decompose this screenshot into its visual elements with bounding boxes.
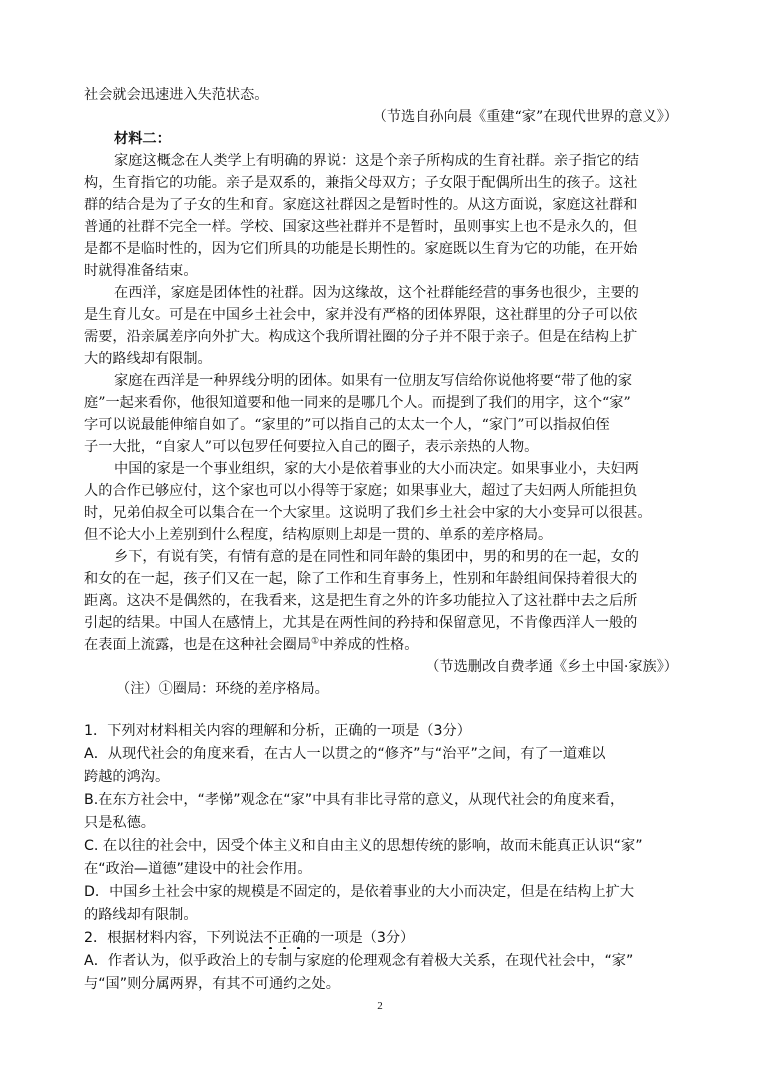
material2-line: 时就得准备结束。 [84,263,198,279]
material2-line: 中国的家是一个事业组织，家的大小是依着事业的大小而决定。如果事业小，夫妇两 [114,461,639,477]
material1-last-line: 社会就会迅速进入失范状态。 [84,87,269,103]
question-1-option-d-cont: 的路线却有限制。 [84,907,198,923]
material2-line: 和女的在一起，孩子们又在一起，除了工作和生育事务上，性别和年龄组间保持着很大的 [84,571,638,587]
material2-line: 是都不是临时性的，因为它们所具的功能是长期性的。家庭既以生育为它的功能，在开始 [84,241,638,257]
material2-line: 子一大批，“自家人”可以包罗任何要拉入自己的圈子，表示亲热的人物。 [84,439,539,455]
material2-line: 普通的社群不完全一样。学校、国家这些社群并不是暂时，虽则事实上也不是永久的，但 [84,219,638,235]
question-1-option-c-cont: 在“政治—道德”建设中的社会作用。 [84,861,312,877]
footnote-mark: ① [311,636,320,647]
material2-line: 距离。这决不是偶然的，在我看来，这是把生育之外的许多功能拉入了这社群中去之后所 [84,593,638,609]
page-number: 2 [377,1000,383,1012]
material2-line: 群的结合是为了子女的生和育。家庭这社群因之是暂时性的。从这方面说，家庭这社群和 [84,197,638,213]
question-1-stem: 1．下列对材料相关内容的理解和分析，正确的一项是（3分） [84,723,471,739]
material2-line: 字可以说最能伸缩自如了。“家里的”可以指自己的太太一个人，“家门”可以指叔伯侄 [84,417,610,433]
material2-line: 但不论大小上差别到什么程度，结构原则上却是一贯的、单系的差序格局。 [84,527,553,543]
emphasis-char: 确 [291,930,306,946]
question-2-stem-pre: 2．根据材料内容，下列说法 [84,930,264,946]
material2-line: 需要，沿亲属差序向外扩大。构成这个我所谓社圈的分子并不限于亲子。但是在结构上扩 [84,329,638,345]
question-1-option-a: A．从现代社会的角度来看，在古人一以贯之的“修齐”与“治平”之间，有了一道难以 [84,746,606,762]
material2-line: 引起的结果。中国人在感情上，尤其是在两性间的矜持和保留意见，不肯像西洋人一般的 [84,615,638,631]
material2-line: 庭”一起来看你，他很知道要和他一同来的是哪几个人。而提到了我们的用字，这个“家” [84,395,631,411]
question-2-option-a: A．作者认为，似乎政治上的专制与家庭的伦理观念有着极大关系，在现代社会中，“家” [84,953,634,969]
material2-line: 家庭在西洋是一种界线分明的团体。如果有一位朋友写信给你说他将要“带了他的家 [114,373,633,389]
material2-line: 大的路线却有限制。 [84,351,212,367]
emphasis-char: 不 [263,930,278,946]
material2-line-part: 中养成的性格。 [319,637,419,653]
question-2-stem-post: 的一项是（3分） [305,930,415,946]
material2-last-line [84,634,678,656]
material2-line-part: 在表面上流露，也是在这种社会圈局 [84,637,312,653]
material2-line: 时，兄弟伯叔全可以集合在一个大家里。这说明了我们乡土社会中家的大小变异可以很甚。 [84,505,652,521]
material2-heading: 材料二： [114,131,171,147]
material2-line: 乡下，有说有笑，有情有意的是在同性和同年龄的集团中，男的和男的在一起，女的 [114,549,639,565]
question-1-option-c: C. 在以往的社会中，因受个体主义和自由主义的思想传统的影响，故而未能真正认识“家” [84,838,643,854]
material1-source: （节选自孙向晨《重建“家”在现代世界的意义》） [372,109,678,125]
question-2-option-a-cont: 与“国”则分属两界，有其不可通约之处。 [84,976,340,992]
question-2-stem [84,927,678,949]
material2-source: （节选删改自费孝通《乡土中国·家族》） [425,659,678,675]
question-1-option-a-cont: 跨越的鸿沟。 [84,769,170,785]
emphasis-char: 正 [277,930,292,946]
material2-line: 在西洋，家庭是团体性的社群。因为这缘故，这个社群能经营的事务也很少，主要的 [114,285,639,301]
material2-line: 家庭这概念在人类学上有明确的界说：这是个亲子所构成的生育社群。亲子指它的结 [114,153,639,169]
question-1-option-b: B.在东方社会中，“孝悌”观念在“家”中具有非比寻常的意义，从现代社会的角度来看， [84,792,625,808]
material2-line: 构，生育指它的功能。亲子是双系的，兼指父母双方；子女限于配偶所出生的孩子。这社 [84,175,638,191]
question-1-option-b-cont: 只是私德。 [84,815,155,831]
material2-line: 人的合作已够应付，这个家也可以小得等于家庭；如果事业大，超过了夫妇两人所能担负 [84,483,638,499]
material2-line: 是生育儿女。可是在中国乡土社会中，家并没有严格的团体界限，这社群里的分子可以依 [84,307,638,323]
material2-note: （注）①圈局：环绕的差序格局。 [116,681,329,697]
question-1-option-d: D．中国乡土社会中家的规模是不固定的，是依着事业的大小而决定，但是在结构上扩大 [84,884,635,900]
